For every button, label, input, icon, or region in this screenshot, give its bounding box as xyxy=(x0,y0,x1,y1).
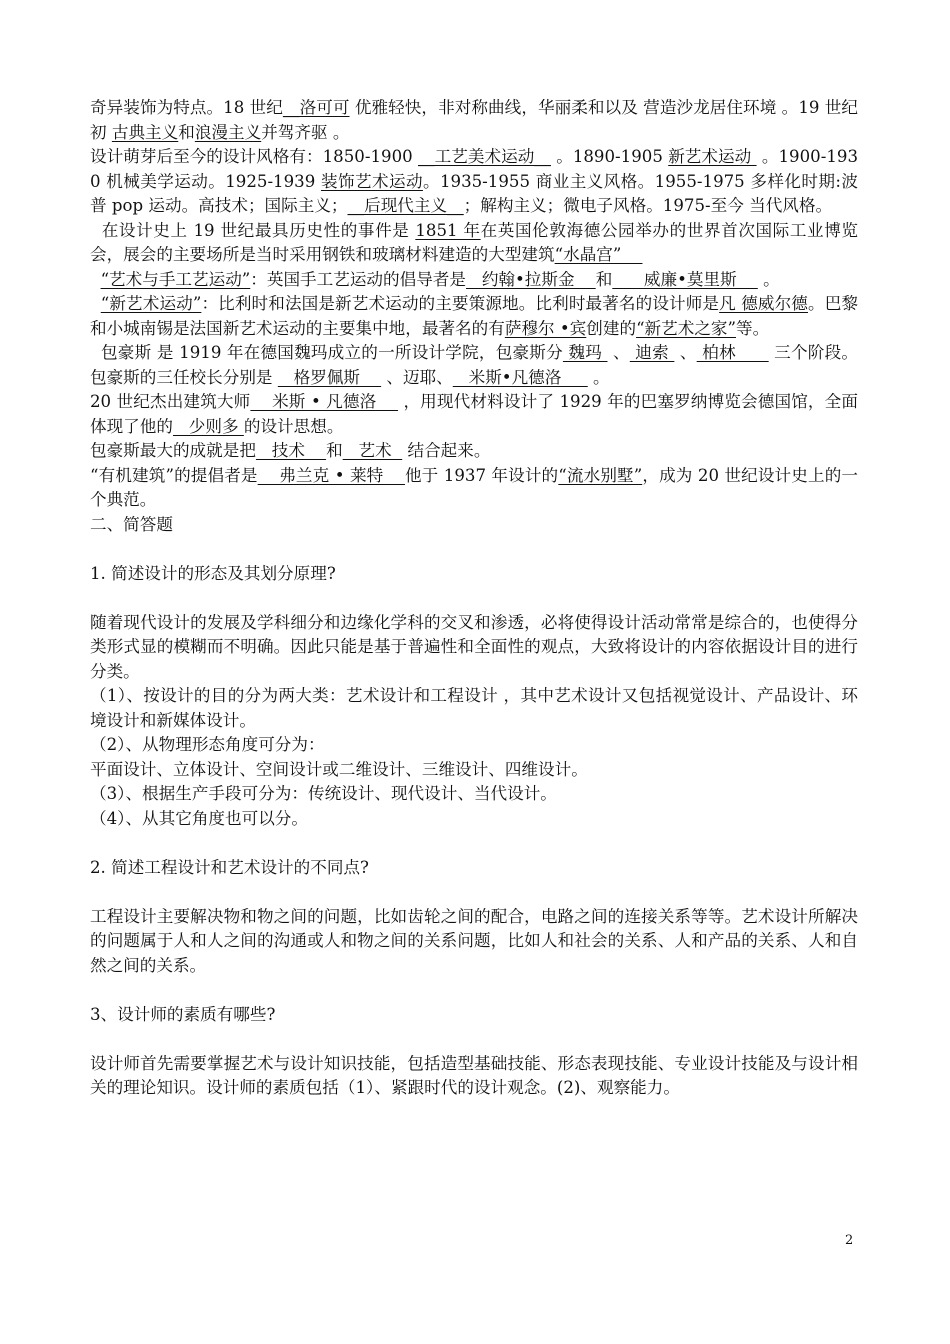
text-run: 结合起来。 xyxy=(402,441,491,460)
underlined-answer: 凡 德威尔德 xyxy=(719,294,809,313)
question-2-body: 工程设计主要解决物和物之间的问题，比如齿轮之间的配合，电路之间的连接关系等等。艺术设计所解决的问题属于人和人之间的沟通或人和物之间的关系问题，比如人和社会的关系、人和产品的关系、人和自然之间的关系。 xyxy=(90,906,858,975)
underlined-answer: 艺术 xyxy=(342,441,403,460)
underlined-answer: “新艺术运动” xyxy=(100,294,202,313)
underlined-answer: 技术 xyxy=(255,441,327,460)
underlined-answer: 装饰艺术运动 xyxy=(320,171,423,191)
underlined-answer: “流水别墅” xyxy=(558,465,643,485)
text-run: 。 xyxy=(587,367,610,387)
underlined-answer: “新艺术之家” xyxy=(636,318,736,338)
underlined-answer: 柏林 xyxy=(696,343,769,362)
text-run: 。1935-1955 商业主义风格。1955-1975 多样化时期:波普 pop 运动。高技术；国际主义； xyxy=(90,171,858,215)
fill-paragraph xyxy=(90,96,858,145)
question-3-title: 3、设计师的素质有哪些? xyxy=(90,1004,276,1024)
text-run: 在设计史上 19 世纪最具历史性的事件是 xyxy=(90,220,416,240)
fill-paragraph xyxy=(90,390,858,439)
text-run: 、 xyxy=(607,343,630,362)
text-run: 、迈耶、 xyxy=(381,367,453,387)
question-1-item: （2）、从物理形态角度可分为： xyxy=(90,735,325,754)
underlined-answer: __洛可可 xyxy=(282,98,350,117)
text-run: ，用现代材料设计了 1929 年的巴塞罗纳博览会德国馆，全面体现了他的 xyxy=(90,392,858,436)
text-run: 优雅轻快，非对称曲线，华丽柔和以及 营造沙龙居住环境 。19 世纪初 xyxy=(90,98,859,142)
question-1-body: 随着现代设计的发展及学科细分和边缘化学科的交叉和渗透，必将使得设计活动常常是综合的，也使得分类形式显的模糊而不明确。因此只能是基于普遍性和全面性的观点，大致将设计的内容依据设计目的进行分类。 xyxy=(90,612,858,681)
fill-paragraph xyxy=(90,464,858,513)
text-run: ；解构主义；微电子风格。1975-至今 当代风格。 xyxy=(463,196,833,215)
text-run: 包豪斯 是 1919 年在德国魏玛成立的一所设计学院，包豪斯分 xyxy=(90,343,563,362)
underlined-answer: 新艺术运动 xyxy=(668,147,757,166)
fill-paragraph xyxy=(90,292,858,341)
text-run: ：比利时和法国是新艺术运动的主要策源地。比利时最著名的设计师是 xyxy=(201,294,720,313)
text-run: 20 世纪杰出建筑大师 xyxy=(90,392,251,411)
fill-paragraph xyxy=(90,439,858,464)
text-run: 等。 xyxy=(736,318,770,338)
question-1-item: （4）、从其它角度也可以分。 xyxy=(90,808,308,828)
text-run: ：英国手工艺运动的倡导者是 xyxy=(250,269,466,289)
question-1-item: （1）、按设计的目的分为两大类：艺术设计和工程设计 ，其中艺术设计又包括视觉设计、产品设计、环境设计和新媒体设计。 xyxy=(90,686,858,730)
fill-paragraph xyxy=(90,219,858,268)
underlined-answer: 迪索 xyxy=(629,343,675,362)
fill-paragraph xyxy=(90,145,858,219)
underlined-answer: __工艺美术运动__ xyxy=(418,147,551,166)
text-run: 并驾齐驱 。 xyxy=(261,122,350,142)
text-run: 奇异装饰为特点。18 世纪 xyxy=(90,98,283,117)
underlined-answer: “水晶宫” xyxy=(554,245,643,264)
underlined-answer: 魏玛 xyxy=(562,343,608,362)
underlined-answer: 格罗佩斯 xyxy=(277,367,382,387)
text-run: “有机建筑”的提倡者是 xyxy=(90,465,258,485)
underlined-answer: 威廉•莫里斯 xyxy=(612,269,758,289)
text-run: 三个阶段。包豪斯的三任校长分别是 xyxy=(90,343,858,387)
question-2-title: 2. 简述工程设计和艺术设计的不同点? xyxy=(90,857,369,877)
document-page xyxy=(90,96,858,1101)
underlined-answer: 萨穆尔 •宾 xyxy=(504,318,587,338)
text-run: 和 xyxy=(595,269,613,289)
text-run: 。1890-1905 xyxy=(550,147,669,166)
text-run: 包豪斯最大的成就是把 xyxy=(90,441,256,460)
text-run: 他于 1937 年设计的 xyxy=(404,465,559,485)
text-run: 、 xyxy=(674,343,697,362)
text-run: 和 xyxy=(326,441,343,460)
text-run: 。1900-1930 机械美学运动。1925-1939 xyxy=(90,147,859,191)
text-run: 创建的 xyxy=(586,318,637,338)
text-run: 。 xyxy=(757,269,780,289)
underlined-answer: 弗兰克 • 莱特 xyxy=(257,465,405,485)
text-run: 的设计思想。 xyxy=(243,416,344,436)
underlined-answer: 1851 年 xyxy=(415,220,481,240)
text-run: 和 xyxy=(178,122,195,142)
text-run xyxy=(90,270,101,289)
question-1-title: 1. 简述设计的形态及其划分原理? xyxy=(90,563,336,583)
page-number: 2 xyxy=(845,1233,854,1248)
text-run: 设计萌芽后至今的设计风格有：1850-1900 xyxy=(90,147,418,166)
fill-paragraph xyxy=(90,268,858,293)
section-title: 二、简答题 xyxy=(90,514,173,534)
question-1-item: 平面设计、立体设计、空间设计或二维设计、三维设计、四维设计。 xyxy=(90,759,588,779)
fill-paragraph xyxy=(90,341,858,390)
text-run: 在英国伦敦海德公园举办的世界首次国际工业博览会，展会的主要场所是当时采用钢铁和玻璃材料建造的大型建筑 xyxy=(90,220,858,264)
text-run: 。巴黎和小城南锡是法国新艺术运动的主要集中地，最著名的有 xyxy=(90,294,859,338)
underlined-answer: __后现代主义__ xyxy=(347,196,464,215)
underlined-answer: 米斯•凡德洛 xyxy=(452,367,588,387)
question-1-item: （3）、根据生产手段可分为：传统设计、现代设计、当代设计。 xyxy=(90,784,557,803)
underlined-answer: 约翰•拉斯金 xyxy=(466,269,596,289)
fill-in-section xyxy=(90,96,858,513)
underlined-answer: 少则多 xyxy=(172,416,244,436)
text-run: ，成为 20 世纪设计史上的一个典范。 xyxy=(90,465,858,509)
underlined-answer: 浪漫主义 xyxy=(194,122,262,142)
text-run xyxy=(90,294,101,313)
underlined-answer: 古典主义 xyxy=(111,122,179,142)
question-3-body: 设计师首先需要掌握艺术与设计知识技能，包括造型基础技能、形态表现技能、专业设计技能及与设计相关的理论知识。设计师的素质包括（1）、紧跟时代的设计观念。(2)、观察能力。 xyxy=(90,1053,858,1097)
underlined-answer: 米斯 • 凡德洛 xyxy=(250,392,399,411)
underlined-answer: “艺术与手工艺运动” xyxy=(100,269,251,289)
